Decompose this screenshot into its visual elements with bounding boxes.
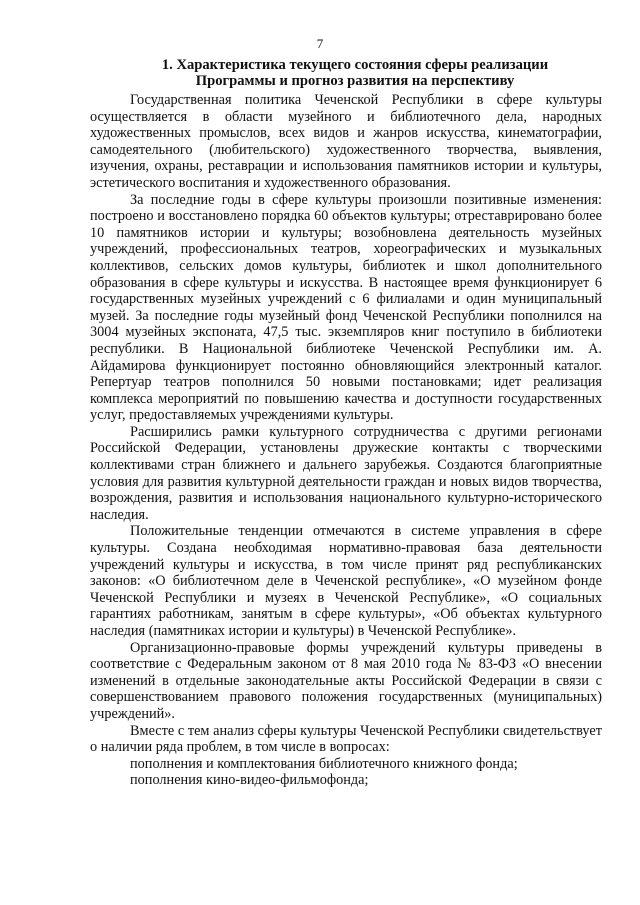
paragraph-cooperation: Расширились рамки культурного сотрудничества с другими регионами Российской Федерации, установлены дружеские контакты с творческими коллективами стран ближнего и дальнего зарубежья. Создаются благоприятные условия для развития культурной деятельности граждан и новых видов творчества, возрождения, развития и использования национального культурно-исторического наследия. — [90, 423, 602, 523]
paragraph-state-policy: Государственная политика Чеченской Республики в сфере культуры осуществляется в области музейного и библиотечного дела, народных художественных промыслов, всех видов и жанров искусства, кинематографии, самодеятельного (любительского) художественного творчества, выявления, изучения, охраны, реставрации и использования памятников истории и культуры, эстетического воспитания и художественного образования. — [90, 92, 602, 191]
section-heading — [90, 58, 620, 89]
paragraph-problems-intro: Вместе с тем анализ сферы культуры Чеченской Республики свидетельствует о наличии ряда проблем, в том числе в вопросах: — [90, 722, 602, 756]
paragraph-positive-changes: За последние годы в сфере культуры произошли позитивные изменения: построено и восстановлено порядка 60 объектов культуры; отреставрировано более 10 памятников истории и культуры; возобновлена деятельность музейных учреждений, профессиональных театров, хореографических и музыкальных коллективов, сельских домов культуры, библиотек и школ дополнительного образования в сфере культуры и искусства. В настоящее время функционирует 6 государственных музейных учреждений с 6 филиалами и один муниципальный музей. За последние годы музейный фонд Чеченской Республики пополнился на 3004 музейных экспоната, 47,5 тыс. экземпляров книг поступило в библиотеки республики. В Национальной библиотеке Чеченской Республики им. А. Айдамирова функционирует постоянно обновляющийся электронный каталог. Репертуар театров пополнился 50 новыми постановками; идет реализация комплекса мероприятий по повышению качества и доступности государственных услуг, предоставляемых учреждениями культуры. — [90, 191, 602, 424]
paragraph-management: Положительные тенденции отмечаются в системе управления в сфере культуры. Создана необходимая нормативно-правовая база деятельности учреждений культуры и искусства, в том числе принят ряд республиканских законов: «О библиотечном деле в Чеченской республике», «О музейном фонде Чеченской Республики и музеях в Чеченской Республике», «О социальных гарантиях работникам, занятым в сфере культуры», «Об объектах культурного наследия (памятниках истории и культуры) в Чеченской Республике». — [90, 523, 602, 639]
document-body — [90, 92, 602, 789]
section-heading-line-2: Программы и прогноз развития на перспективу — [195, 72, 515, 89]
list-item: пополнения и комплектования библиотечного книжного фонда; — [130, 755, 518, 772]
section-heading-line-1: 1. Характеристика текущего состояния сферы реализации — [161, 57, 549, 73]
page-number: 7 — [316, 36, 324, 51]
list-item: пополнения кино-видео-фильмофонда; — [130, 772, 369, 789]
paragraph-legal-forms: Организационно-правовые формы учреждений культуры приведены в соответствие с Федеральным законом от 8 мая 2010 года № 83-ФЗ «О внесении изменений в отдельные законодательные акты Российской Федерации в связи с совершенствованием правового положения государственных (муниципальных) учреждений». — [90, 639, 602, 722]
